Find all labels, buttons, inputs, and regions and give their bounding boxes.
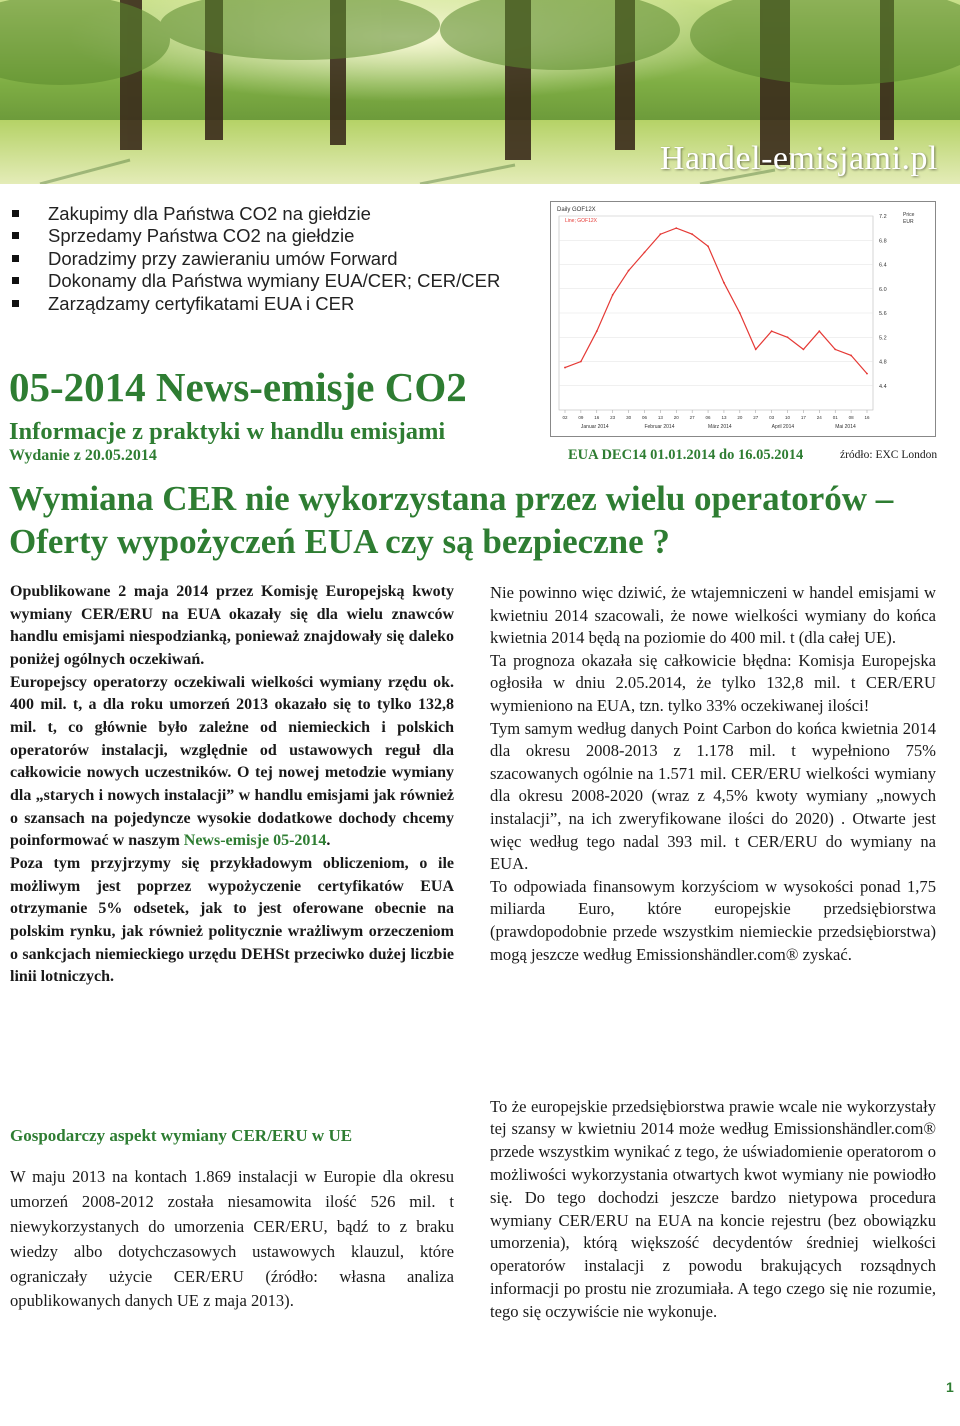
price-point <box>850 355 852 357</box>
x-tick-label: 20 <box>737 415 743 420</box>
price-chart <box>550 201 936 437</box>
y-tick-label: 5.2 <box>879 335 887 342</box>
service-item: Zarządzamy certyfikatami EUA i CER <box>12 293 532 315</box>
x-tick-label: 13 <box>721 415 727 420</box>
x-tick-label: 06 <box>641 415 647 420</box>
bullet-square-icon <box>12 232 19 239</box>
price-point <box>818 330 820 332</box>
left-column-section <box>10 1124 454 1331</box>
services-list <box>12 203 532 315</box>
price-series-line <box>565 228 867 374</box>
price-point <box>739 312 741 314</box>
month-label: April 2014 <box>771 424 795 430</box>
month-label: Mai 2014 <box>835 424 856 430</box>
service-item: Zakupimy dla Państwa CO2 na giełdzie <box>12 203 532 225</box>
edition-date: Wydanie z 20.05.2014 <box>9 447 157 464</box>
left-column-intro <box>10 581 454 989</box>
y-tick-label: 5.6 <box>879 311 887 317</box>
paragraph: Tym samym według danych Point Carbon do końca kwietnia 2014 dla okresu 2008-2013 z 1.178 mil. t wypełniono 75% szacowanych ogólnie na 1.571 mil. CER/ERU wielkości wymiany dla okresu 2008-2020 (wraz z 4,5% kwoty wymiany „nowych instalacji”, na ich zweryfikowane ilości do 2020) . Otwarte jest więc według tego nadal 393 mil. t CER/ERU do wymiany na EUA. <box>490 718 936 874</box>
paragraph: W maju 2013 na kontach 1.869 instalacji w Europie dla okresu umorzeń 2008-2012 została niesamowita ilość 526 mil. t niewykorzystanych do umorzenia CER/ERU, bądź to z braku wiedzy albo dotychczasowych ustawowych klauzul, które ograniczały użycie CER/ERU (źródło: własna analiza opublikowanych danych UE z maja 2013). <box>10 1167 454 1311</box>
price-point <box>834 348 836 350</box>
x-tick-label: 01 <box>832 415 838 420</box>
bullet-square-icon <box>12 277 19 284</box>
paragraph: Nie powinno więc dziwić, że wtajemniczeni w handel emisjami w kwietniu 2014 szacowali, że nowe wielkości wymiany do końca kwietnia 2014 będą na poziomie do 400 mil. t (dla całej UE). <box>490 583 936 648</box>
bullet-square-icon <box>12 210 19 217</box>
newsletter-link[interactable]: News-emisje 05-2014 <box>183 832 327 850</box>
paragraph: To że europejskie przedsiębiorstwa prawie wcale nie wykorzystały tej szansy w kwietniu 2014 może według Emissionshändler.com® przede wszystkim wynikać z tego, że uświadomienie operatorom o możliwości wykorzystania otwartych kwot wymiany nie powiodło się. Do tego dochodzi jeszcze bardzo nietypowa procedura wymiany CER/ERU na EUA na koncie rejestru (bez obowiązku umorzenia), którą większość decydentów średniej wielkości operatorów instalacji z powodu brakujących rozsądnych informacji po prostu nie zrozumiała. A tego czego się nie rozumie, tego się oczywiście nie wykonuje. <box>490 1096 936 1321</box>
price-chart-svg <box>551 202 935 436</box>
month-label: März 2014 <box>708 424 732 430</box>
paragraph: Europejscy operatorzy oczekiwali wielkości wymiany rzędu ok. 400 mil. t, a dla roku umorzeń 2013 okazało się to tylko 132,8 mil. t, co głównie było zależne od niemieckich i polskich operatorów instalacji, względnie od ustawowych reguł dla całkowicie nowych uczestników. O tej nowej metodzie wymiany dla „starych i nowych instalacji” w handlu emisjami jak również o szansach na pojedyncze wysokie dodatkowe dochody chcemy poinformować w naszym News-emisje 05-2014. <box>10 673 454 850</box>
price-point <box>691 233 693 235</box>
price-point <box>866 373 868 375</box>
month-label: Februar 2014 <box>644 424 675 430</box>
bullet-square-icon <box>12 300 19 307</box>
y-tick-label: 6.4 <box>879 262 887 269</box>
right-column-lower <box>490 1079 936 1340</box>
x-tick-label: 27 <box>689 415 695 420</box>
service-item: Sprzedamy Państwa CO2 na giełdzie <box>12 225 532 247</box>
price-point <box>644 251 646 253</box>
price-point <box>787 336 789 338</box>
x-tick-label: 16 <box>864 415 870 420</box>
right-column <box>490 582 936 966</box>
y-tick-label: 4.8 <box>879 359 887 366</box>
y-tick-label: 6.8 <box>879 238 887 245</box>
price-point <box>596 330 598 332</box>
price-point <box>755 348 757 350</box>
price-axis-label: Price <box>903 212 915 218</box>
article-headline: Wymiana CER nie wykorzystana przez wielu operatorów – Oferty wypożyczeń EUA czy są bezpieczne ? <box>9 479 894 561</box>
price-point <box>659 233 661 235</box>
price-point <box>675 227 677 229</box>
page-number: 1 <box>946 1379 954 1395</box>
price-point <box>707 245 709 247</box>
price-point <box>628 270 630 272</box>
chart-caption: EUA DEC14 01.01.2014 do 16.05.2014 <box>568 447 804 463</box>
brand-logo-text: Handel-emisjami.pl <box>659 140 938 177</box>
month-label: Januar 2014 <box>580 424 609 430</box>
y-tick-label: 7.2 <box>879 214 887 220</box>
price-point <box>723 282 725 284</box>
chart-legend: Line; GOF12X <box>565 218 597 224</box>
bullet-square-icon <box>12 255 19 262</box>
x-tick-label: 20 <box>673 415 679 420</box>
newsletter-title: 05-2014 News-emisje CO2 <box>9 364 467 410</box>
price-point <box>564 367 566 369</box>
paragraph: Ta prognoza okazała się całkowicie błędna: Komisja Europejska ogłosiła w dniu 2.05.2014, że tylko 132,8 mil. t CER/ERU wymieniono na EUA, tzn. tylko 33% oczekiwanej ilości! <box>490 650 936 715</box>
price-point <box>803 348 805 350</box>
paragraph: Poza tym przyjrzymy się przykładowym obliczeniom, o ile możliwym jest poprzez wypożyczenie certyfikatów EUA otrzymanie 5% odsetek, jak to jest oferowane obecnie na polskim rynku, jak również politycznie wrażliwym orzeczeniom o sankcjach niemieckiego urzędu DEHSt przeciwko dużej liczbie linii lotniczych. <box>10 854 454 986</box>
x-tick-label: 23 <box>610 415 616 420</box>
x-tick-label: 16 <box>594 415 600 420</box>
chart-title: Daily GOF12X <box>557 207 596 213</box>
x-tick-label: 06 <box>705 415 711 420</box>
chart-source: źródło: EXC London <box>840 449 938 461</box>
currency-axis-label: EUR <box>903 219 914 225</box>
x-tick-label: 27 <box>753 415 759 420</box>
x-tick-label: 08 <box>848 415 854 420</box>
paragraph: Opublikowane 2 maja 2014 przez Komisję Europejską kwoty wymiany CER/ERU na EUA okazały się dla wielu znawców handlu emisjami niespodzianką, ponieważ znajdowały się daleko poniżej ogólnych oczekiwań. <box>10 583 454 668</box>
service-item: Dokonamy dla Państwa wymiany EUA/CER; CER/CER <box>12 270 532 292</box>
newsletter-subtitle: Informacje z praktyki w handlu emisjami <box>9 418 446 445</box>
price-point <box>580 361 582 363</box>
price-point <box>771 330 773 332</box>
x-tick-label: 30 <box>626 415 632 420</box>
x-tick-label: 17 <box>800 415 806 420</box>
section-heading: Gospodarczy aspekt wymiany CER/ERU w UE <box>10 1126 353 1145</box>
header-banner <box>0 0 960 184</box>
x-tick-label: 13 <box>657 415 663 420</box>
y-tick-label: 6.0 <box>879 286 887 293</box>
x-tick-label: 09 <box>578 415 584 420</box>
x-tick-label: 03 <box>769 415 775 420</box>
x-tick-label: 10 <box>785 415 791 420</box>
price-point <box>612 294 614 296</box>
y-tick-label: 4.4 <box>879 383 887 390</box>
paragraph: To odpowiada finansowym korzyściom w wysokości ponad 1,75 miliarda Euro, które europejskie przedsiębiorstwa (prawdopodobnie przede wszystkim niemieckie przedsiębiorstwa) mogą jeszcze według Emissionshändler.com® zyskać. <box>490 876 936 964</box>
service-item: Doradzimy przy zawieraniu umów Forward <box>12 248 532 270</box>
x-tick-label: 24 <box>816 415 822 420</box>
x-tick-label: 02 <box>562 415 568 420</box>
